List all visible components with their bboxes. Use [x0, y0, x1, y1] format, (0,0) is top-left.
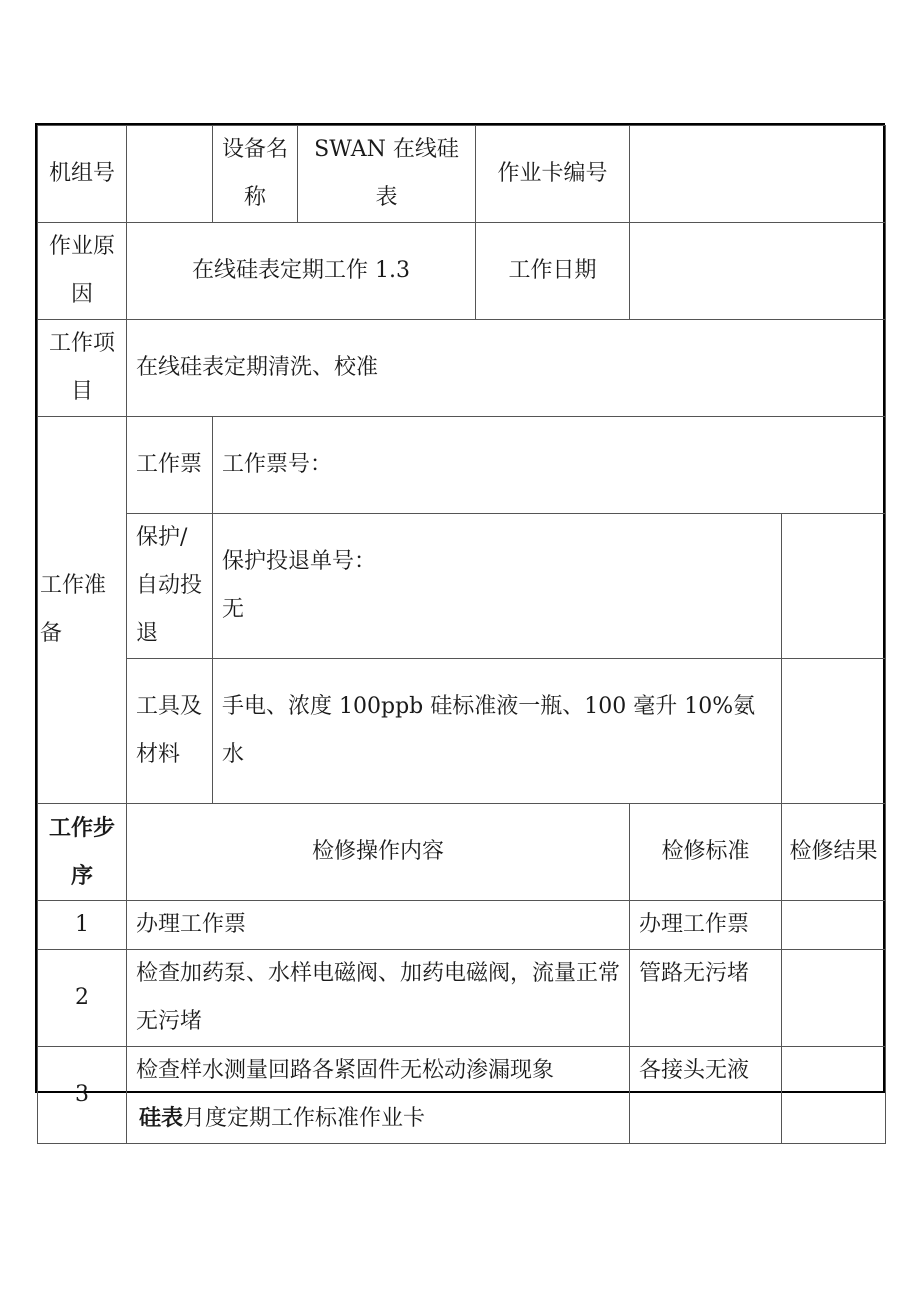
work-card-table: [35, 123, 885, 1107]
ticket-value[interactable]: 工作票号：: [213, 417, 886, 514]
tools-label: 工具及材料: [127, 659, 213, 804]
step-content: 办理工作票: [127, 901, 630, 950]
protection-value: [213, 514, 782, 659]
item-value: 在线硅表定期清洗、校准: [127, 320, 886, 417]
step-result[interactable]: [782, 1047, 886, 1144]
protection-label: 保护/自动投退: [127, 514, 213, 659]
equipment-value: SWAN 在线硅表: [298, 126, 476, 223]
content-header: 检修操作内容: [127, 804, 630, 901]
reason-row: [38, 223, 886, 320]
date-label: 工作日期: [476, 223, 630, 320]
prep-protection-row: [38, 514, 886, 659]
equipment-label: 设备名称: [213, 126, 298, 223]
item-row: [38, 320, 886, 417]
step-content: 检查样水测量回路各紧固件无松动渗漏现象: [127, 1047, 630, 1144]
date-value[interactable]: [630, 223, 886, 320]
step-standard: 管路无污堵: [630, 950, 782, 1047]
prep-label: 工作准备: [38, 417, 127, 804]
step-no-header: 工作步序: [38, 804, 127, 901]
ticket-label: 工作票: [127, 417, 213, 514]
step-result[interactable]: [782, 901, 886, 950]
reason-label: 作业原因: [38, 223, 127, 320]
prep-tools-row: [38, 659, 886, 804]
item-label: 工作项目: [38, 320, 127, 417]
step-standard: 各接头无液: [630, 1047, 782, 1144]
standard-header: 检修标准: [630, 804, 782, 901]
result-header: 检修结果: [782, 804, 886, 901]
unit-value[interactable]: [127, 126, 213, 223]
protection-value-line2: 无: [222, 597, 245, 622]
tools-value: 手电、浓度 100ppb 硅标准液一瓶、100 毫升 10%氨水: [213, 659, 782, 804]
tools-result[interactable]: [782, 659, 886, 804]
step-no: 3: [38, 1047, 127, 1144]
unit-label: 机组号: [38, 126, 127, 223]
document-caption: [139, 1098, 425, 1139]
step-standard: 办理工作票: [630, 901, 782, 950]
step-content: 检查加药泵、水样电磁阀、加药电磁阀，流量正常无污堵: [127, 950, 630, 1047]
step-no: 1: [38, 901, 127, 950]
table-row: [38, 901, 886, 950]
protection-value-line1: 保护投退单号：: [222, 549, 377, 574]
steps-header-row: [38, 804, 886, 901]
form-table: [37, 125, 886, 1144]
caption-rest: 月度定期工作标准作业卡: [183, 1106, 426, 1131]
caption-bold: 硅表: [139, 1105, 184, 1131]
protection-result[interactable]: [782, 514, 886, 659]
step-no: 2: [38, 950, 127, 1047]
card-no-value[interactable]: [630, 126, 886, 223]
card-no-label: 作业卡编号: [476, 126, 630, 223]
step-result[interactable]: [782, 950, 886, 1047]
reason-value: 在线硅表定期工作 1.3: [127, 223, 476, 320]
prep-ticket-row: [38, 417, 886, 514]
header-row: [38, 126, 886, 223]
table-row: [38, 950, 886, 1047]
